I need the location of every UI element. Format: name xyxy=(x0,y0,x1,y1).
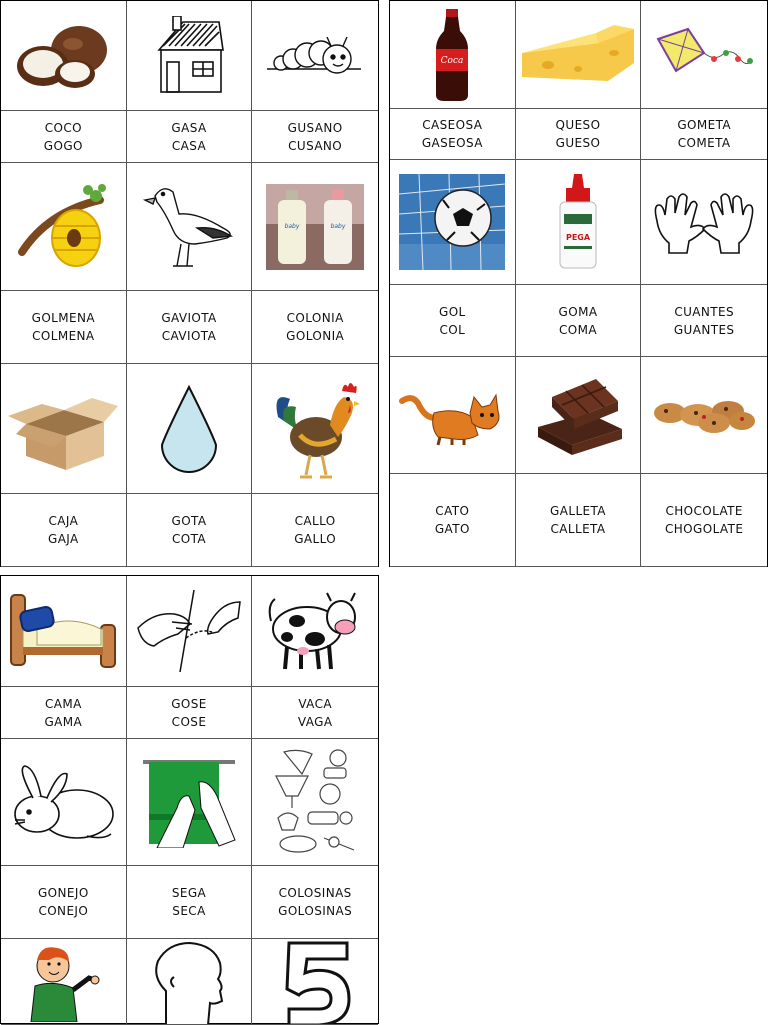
word-pair xyxy=(252,291,378,364)
word-option: GAVIOTA xyxy=(161,311,217,325)
word-pair xyxy=(1,494,127,567)
word-option: CUANTES xyxy=(674,304,734,319)
word-pair xyxy=(516,285,642,357)
word-option: CONEJO xyxy=(38,904,89,918)
word-option: CAJA xyxy=(48,514,79,528)
cow-icon xyxy=(252,576,378,687)
soda-bottle-icon xyxy=(390,1,516,109)
word-option: GATO xyxy=(434,522,470,536)
seagull-icon xyxy=(127,163,253,291)
drying-hands-towel-icon xyxy=(127,739,253,866)
word-option: GOLONIA xyxy=(286,329,345,343)
card-grid xyxy=(390,1,767,566)
word-option: CATO xyxy=(435,504,470,518)
soccer-goal-icon xyxy=(390,160,516,285)
word-pair xyxy=(390,109,516,160)
word-option: COLOSINAS xyxy=(278,886,352,900)
word-pair xyxy=(641,109,767,160)
rabbit-icon xyxy=(1,739,127,866)
glue-bottle-icon xyxy=(516,160,642,285)
word-option: COCO xyxy=(44,120,82,135)
word-option: GUANTES xyxy=(673,322,735,337)
word-option: COSE xyxy=(171,714,207,729)
word-pair xyxy=(1,687,127,739)
rooster-icon xyxy=(252,364,378,494)
head-profile-icon xyxy=(127,939,253,1025)
word-pair xyxy=(1,291,127,364)
word-option: QUESO xyxy=(555,118,601,132)
cookies-icon xyxy=(641,357,767,474)
word-option: COMA xyxy=(558,322,597,337)
word-option: GOLOSINAS xyxy=(278,904,353,918)
word-option: COTA xyxy=(171,532,207,546)
svg-text:baby: baby xyxy=(284,222,300,230)
house-icon xyxy=(127,1,253,111)
word-option: GAMA xyxy=(44,714,83,729)
word-option: CUSANO xyxy=(288,138,343,153)
word-pair xyxy=(516,474,642,567)
word-option: CALLO xyxy=(294,514,336,528)
coconut-icon xyxy=(1,1,127,111)
card-2 xyxy=(389,0,768,567)
kite-icon xyxy=(641,1,767,109)
word-option: GOTA xyxy=(171,514,207,528)
worm-icon xyxy=(252,1,378,111)
word-option: GOLMENA xyxy=(31,311,95,325)
word-option: GUSANO xyxy=(287,120,343,135)
word-option: GUESO xyxy=(555,136,601,150)
cardboard-box-icon xyxy=(1,364,127,494)
word-option: CAVIOTA xyxy=(161,329,217,343)
word-pair xyxy=(127,866,253,939)
word-option: GASEOSA xyxy=(421,136,483,150)
word-option: GALLO xyxy=(294,532,337,546)
word-option: CHOGOLATE xyxy=(664,522,744,536)
boy-waving-icon xyxy=(1,939,127,1025)
cologne-bottles-icon xyxy=(252,163,378,291)
word-option: GOMA xyxy=(558,304,598,319)
word-option: GALLETA xyxy=(550,504,606,518)
word-option: CAMA xyxy=(44,696,82,711)
word-option: GOL xyxy=(439,304,466,319)
svg-text:PEGA: PEGA xyxy=(565,233,591,242)
word-option: GOSE xyxy=(171,696,207,711)
word-option: GOMETA xyxy=(677,118,731,132)
word-option: VACA xyxy=(298,696,332,711)
word-pair xyxy=(1,866,127,939)
number-five-icon xyxy=(252,939,378,1025)
word-pair xyxy=(252,494,378,567)
card-1 xyxy=(0,0,379,567)
cheese-icon xyxy=(516,1,642,109)
word-pair xyxy=(127,111,253,163)
card-grid xyxy=(1,576,378,1023)
word-pair xyxy=(390,474,516,567)
word-option: GASA xyxy=(171,120,207,135)
word-option: COL xyxy=(439,322,466,337)
word-pair xyxy=(127,687,253,739)
word-option: CASA xyxy=(171,138,207,153)
word-option: GOGO xyxy=(43,138,83,153)
word-option: COMETA xyxy=(677,136,731,150)
chocolate-icon xyxy=(516,357,642,474)
word-pair xyxy=(252,111,378,163)
word-option: CASEOSA xyxy=(422,118,483,132)
word-option: CHOCOLATE xyxy=(665,504,743,518)
word-pair xyxy=(641,285,767,357)
gloves-icon xyxy=(641,160,767,285)
word-pair xyxy=(127,291,253,364)
word-pair xyxy=(1,111,127,163)
word-option: CALLETA xyxy=(550,522,606,536)
word-option: VAGA xyxy=(297,714,333,729)
word-pair xyxy=(641,474,767,567)
word-pair xyxy=(390,285,516,357)
sewing-hands-icon xyxy=(127,576,253,687)
word-pair xyxy=(127,494,253,567)
svg-text:Coca: Coca xyxy=(440,55,464,66)
word-option: SEGA xyxy=(171,886,207,900)
word-option: GONEJO xyxy=(37,886,89,900)
word-option: GAJA xyxy=(48,532,79,546)
cat-icon xyxy=(390,357,516,474)
word-pair xyxy=(252,687,378,739)
word-option: COLONIA xyxy=(286,311,344,325)
word-pair xyxy=(252,866,378,939)
card-3 xyxy=(0,575,379,1024)
water-drop-icon xyxy=(127,364,253,494)
word-pair xyxy=(516,109,642,160)
card-grid xyxy=(1,1,378,566)
svg-text:baby: baby xyxy=(330,222,346,230)
word-option: COLMENA xyxy=(32,329,95,343)
sweets-icon xyxy=(252,739,378,866)
bed-icon xyxy=(1,576,127,687)
beehive-icon xyxy=(1,163,127,291)
word-option: SECA xyxy=(172,904,206,918)
